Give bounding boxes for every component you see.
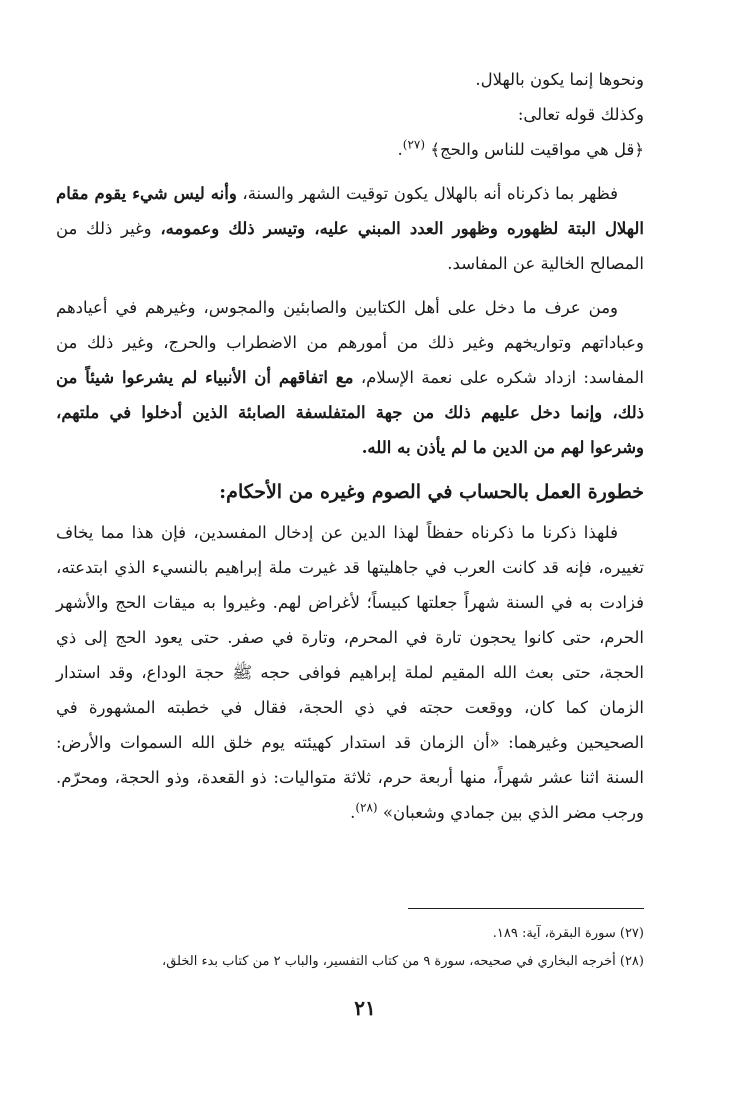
paragraph-text: فظهر بما ذكرناه أنه بالهلال يكون توقيت الشهر والسنة، xyxy=(242,184,618,203)
footnote-27: (٢٧) سورة البقرة، آية: ١٨٩. xyxy=(492,926,644,941)
paragraph-text: وغير ذلك من المصالح الخالية عن المفاسد. xyxy=(56,219,644,273)
paragraph xyxy=(56,290,644,465)
paragraph-text: ومن عرف ما دخل على أهل الكتابين والصابئين والمجوس، وغيرهم في أعيادهم وعباداتهم وتواريخهم وغير ذلك من أمورهم من الاضطراب والحرج، وغير ذلك من المفاسد: ازداد شكره على نعمة الإسلام، xyxy=(56,298,644,387)
text-line: وكذلك قوله تعالى: xyxy=(517,105,644,124)
paragraph-text: فلهذا ذكرنا ما ذكرناه حفظاً لهذا الدين عن إدخال المفسدين، فإن هذا مما يخاف تغييره، فإنه قد كانت العرب في جاهليتها قد غيرت ملة إبراهيم بالنسيء الذي ابتدعته، فزادت به في السنة شهراً جعلتها كبيساً؛ لأغراض لهم. وغيروا به ميقات الحج والأشهر الحرم، حتى كانوا يحجون تارة في المحرم، وتارة في صفر. حتى يعود الحج إلى ذي الحجة، حتى بعث الله المقيم لملة إبراهيم فوافى حجه ﷺ حجة الوداع، وقد استدار الزمان كما كان، ووقعت حجته في ذي الحجة، فقال في خطبته المشهورة في الصحيحين وغيرهما: «أن الزمان قد استدار كهيئته يوم خلق الله السموات والأرض: السنة اثنا عشر شهراً، منها أربعة حرم، ثلاثة متواليات: ذو القعدة، وذو الحجة، ومحرّم. ورجب مضر الذي بين جمادي وشعبان» xyxy=(56,523,644,822)
text-line: ونحوها إنما يكون بالهلال. xyxy=(475,70,644,89)
footnotes xyxy=(56,920,644,976)
footnote-ref-27: (٢٧) xyxy=(402,137,426,152)
footnote-ref-28: (٢٨) xyxy=(355,800,378,815)
page-number: ٢١ xyxy=(354,996,376,1020)
section-heading: خطورة العمل بالحساب في الصوم وغيره من الأحكام: xyxy=(219,481,644,503)
paragraph xyxy=(56,176,644,281)
verse-text: ﴿قل هي مواقيت للناس والحج﴾ xyxy=(430,140,644,159)
main-text xyxy=(56,62,644,830)
footnote-28: (٢٨) أخرجه البخاري في صحيحه، سورة ٩ من كتاب التفسير، والباب ٢ من كتاب بدء الخلق، xyxy=(162,954,644,969)
paragraph: فلهذا ذكرنا ما ذكرناه حفظاً لهذا الدين عن إدخال المفسدين، فإن هذا مما يخاف تغييره، فإنه قد كانت العرب في جاهليتها قد غيرت ملة إبراهيم بالنسيء الذي ابتدعته، فزادت به في السنة شهراً جعلتها كبيساً؛ لأغراض لهم. وغيروا به ميقات الحج والأشهر الحرم، حتى كانوا يحجون تارة في المحرم، وتارة في صفر. حتى يعود الحج إلى ذي الحجة، حتى بعث الله المقيم لملة إبراهيم فوافى حجه ﷺ حجة الوداع، وقد استدار الزمان كما كان، ووقعت حجته في ذي الحجة، فقال في خطبته المشهورة في الصحيحين وغيرهما: «أن الزمان قد استدار كهيئته يوم خلق الله السموات والأرض: السنة اثنا عشر شهراً، منها أربعة حرم، ثلاثة متواليات: ذو القعدة، وذو الحجة، ومحرّم. ورجب مضر الذي بين جمادي وشعبان» $^{(٢٨)}$. xyxy=(56,523,644,822)
emphasis-text: وأنه ليس شيء يقوم مقام الهلال البتة لظهوره وظهور العدد المبني عليه، وتيسر ذلك وعمومه، xyxy=(56,184,644,238)
emphasis-text: مع اتفاقهم أن الأنبياء لم يشرعوا شيئاً من ذلك، وإنما دخل عليهم ذلك من جهة المتفلسفة الصابئة الذين أدخلوا في ملتهم، وشرعوا لهم من الدين ما لم يأذن به الله. xyxy=(56,368,644,457)
quran-verse: ﴿قل هي مواقيت للناس والحج﴾ $^{(٢٧)}$. xyxy=(397,137,644,159)
footnote-divider xyxy=(408,908,644,909)
